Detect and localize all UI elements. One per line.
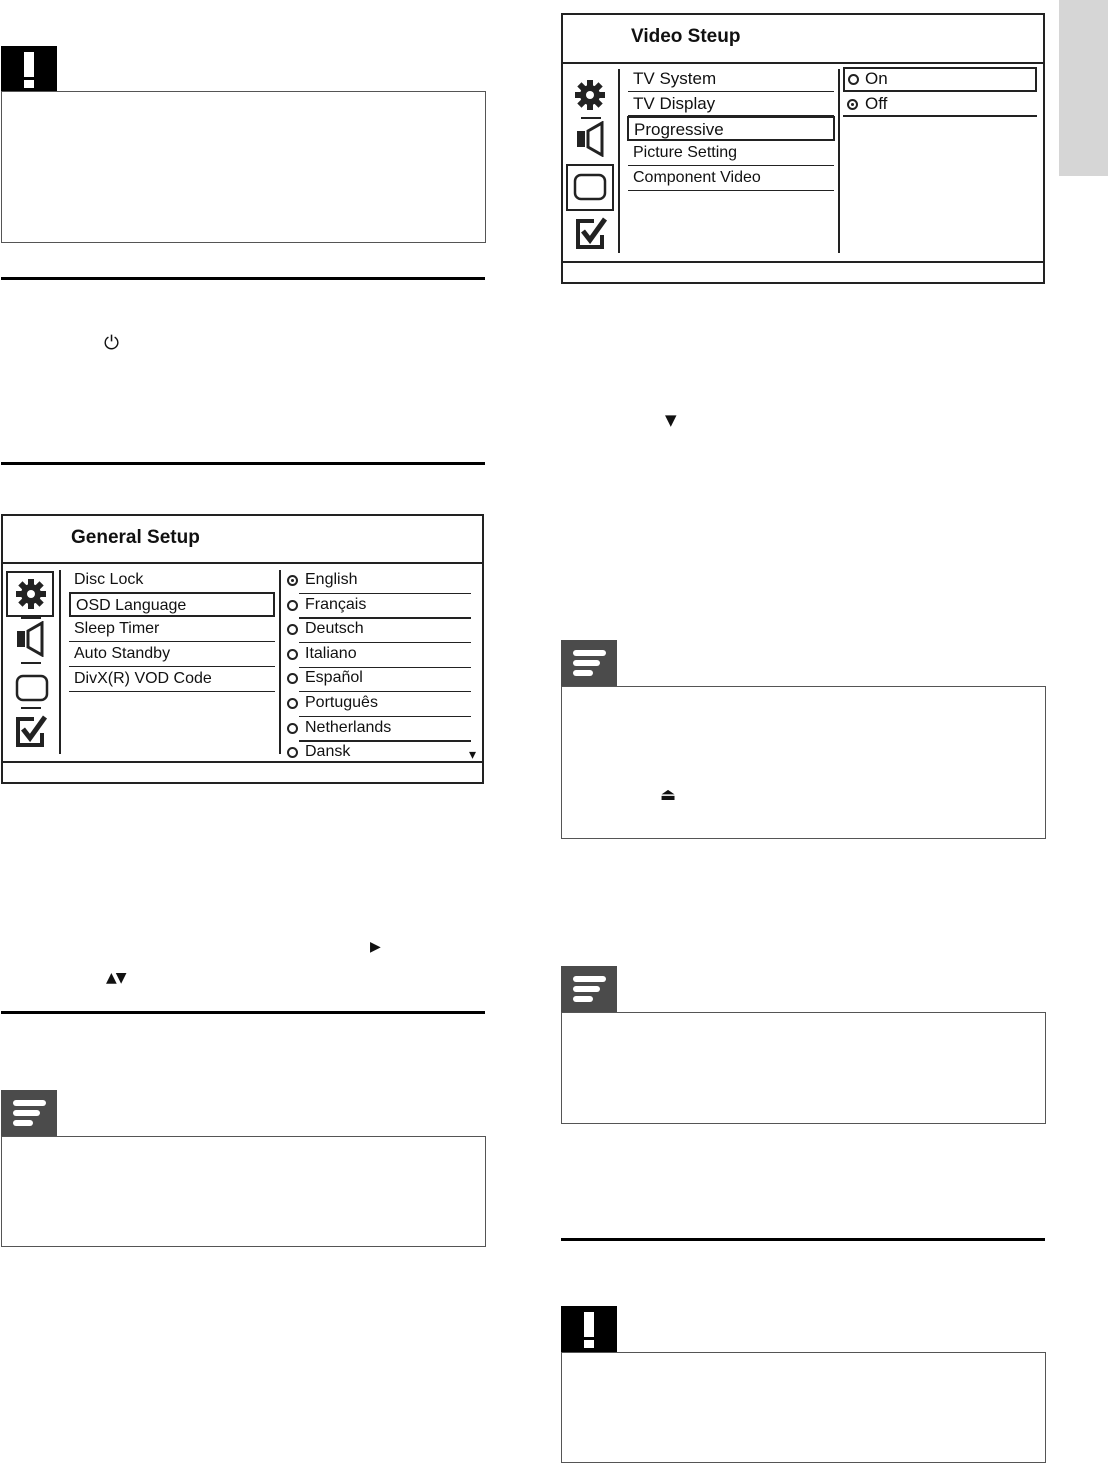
checkbox-icon[interactable] [574, 217, 608, 251]
caution-tab [1, 46, 57, 92]
radio [848, 74, 859, 85]
menu-item-osd-language[interactable]: OSD Language [69, 592, 275, 617]
caution-icon [561, 1306, 617, 1352]
menu-item-tv-display[interactable]: TV Display [628, 92, 834, 117]
note-tab [561, 640, 617, 686]
icon-separator [21, 707, 41, 709]
section-rule [1, 1011, 485, 1014]
radio [287, 624, 298, 635]
section-rule [561, 1238, 1045, 1241]
section-rule [1, 462, 485, 465]
video-setup-menu [561, 13, 1045, 284]
menu-item-auto-standby[interactable]: Auto Standby [69, 642, 275, 667]
option-portugues[interactable]: Português [283, 691, 471, 716]
divider [59, 570, 61, 754]
caution-icon [1, 46, 57, 92]
option-off[interactable]: Off [843, 92, 1037, 117]
divider [618, 69, 620, 253]
option-on[interactable]: On [843, 67, 1037, 92]
icon-separator [21, 617, 41, 619]
eject-icon: ⏏ [660, 785, 677, 805]
scroll-down-icon[interactable]: ▾ [469, 746, 477, 762]
menu-item-picture-setting[interactable]: Picture Setting [628, 141, 834, 166]
note-tab [1, 1090, 57, 1136]
menu-item-divx-vod-code[interactable]: DivX(R) VOD Code [69, 667, 275, 692]
up-down-arrows-icon: ▲▼ [106, 970, 126, 986]
screen-icon[interactable] [573, 173, 607, 201]
divider [279, 570, 281, 754]
note-icon [1, 1090, 57, 1136]
option-netherlands[interactable]: Netherlands [283, 716, 471, 741]
caution-box [561, 1352, 1046, 1463]
caution-box [1, 91, 486, 243]
divider [563, 62, 1043, 64]
gear-icon[interactable] [15, 578, 47, 610]
option-deutsch[interactable]: Deutsch [283, 617, 471, 642]
radio-checked [287, 575, 298, 586]
radio [287, 649, 298, 660]
note-box [1, 1136, 486, 1247]
menu-item-component-video[interactable]: Component Video [628, 166, 834, 191]
menu-item-tv-system[interactable]: TV System [628, 67, 834, 92]
radio-checked [847, 99, 858, 110]
menu-title: Video Steup [631, 26, 741, 47]
option-espanol[interactable]: Español [283, 666, 471, 691]
checkbox-icon[interactable] [14, 715, 48, 749]
option-italiano[interactable]: Italiano [283, 642, 471, 667]
menu-item-sleep-timer[interactable]: Sleep Timer [69, 617, 275, 642]
general-setup-menu [1, 514, 484, 784]
option-francais[interactable]: Français [283, 593, 471, 618]
divider [838, 69, 840, 253]
radio [287, 723, 298, 734]
note-box [561, 686, 1046, 839]
radio [287, 698, 298, 709]
note-icon [561, 640, 617, 686]
note-icon [561, 966, 617, 1012]
menu-title: General Setup [71, 527, 200, 548]
divider [563, 261, 1043, 263]
down-arrow-icon: ▼ [665, 411, 677, 429]
speaker-icon[interactable] [16, 621, 46, 657]
speaker-icon[interactable] [576, 121, 606, 157]
right-arrow-icon: ▶ [370, 939, 381, 955]
radio [287, 747, 298, 758]
section-rule [1, 277, 485, 280]
power-icon: ⏻ [104, 332, 120, 354]
screen-icon[interactable] [15, 674, 49, 702]
divider [3, 562, 482, 564]
note-box [561, 1012, 1046, 1124]
radio [287, 600, 298, 611]
menu-item-progressive[interactable]: Progressive [627, 116, 835, 141]
icon-separator [21, 662, 41, 664]
gear-icon[interactable] [574, 79, 606, 111]
side-tab [1059, 0, 1108, 176]
option-english[interactable]: English [283, 568, 471, 593]
menu-item-disc-lock[interactable]: Disc Lock [69, 568, 275, 593]
icon-separator [581, 117, 601, 119]
option-dansk[interactable]: Dansk [283, 740, 471, 765]
note-tab [561, 966, 617, 1012]
radio [287, 673, 298, 684]
caution-tab [561, 1306, 617, 1352]
